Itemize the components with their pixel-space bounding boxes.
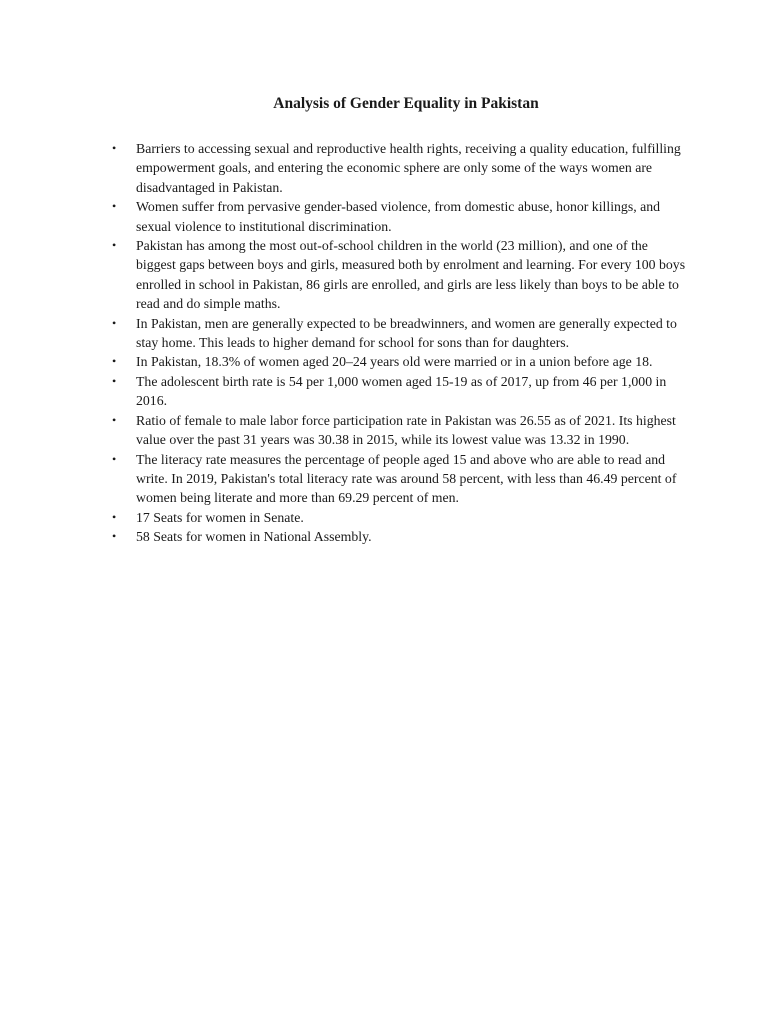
bullet-icon: •: [112, 412, 117, 427]
list-item: [112, 527, 687, 546]
list-item: [112, 139, 687, 197]
list-item: [112, 197, 687, 236]
list-item-text: Barriers to accessing sexual and reproductive health rights, receiving a quality education, fulfilling empowerment goals, and entering the economic sphere are only some of the ways women are disadvantaged in Pakistan.: [136, 141, 681, 195]
bullet-icon: •: [112, 509, 117, 524]
list-item: [112, 314, 687, 353]
bullet-icon: •: [112, 141, 117, 155]
list-item-text: In Pakistan, 18.3% of women aged 20–24 years old were married or in a union before age 18.: [136, 354, 653, 370]
bullet-icon: •: [112, 315, 117, 330]
list-item-text: Ratio of female to male labor force participation rate in Pakistan was 26.55 as of 2021. Its highest value over the past 31 years was 30.38 in 2015, while its lowest value was 13.32 in 1990.: [136, 412, 676, 448]
list-item-text: 17 Seats for women in Senate.: [136, 509, 304, 525]
list-item: [112, 508, 687, 527]
list-item-text: The literacy rate measures the percentage of people aged 15 and above who are able to read and write. In 2019, Pakistan's total literacy rate was around 58 percent, with less than 46.49 percent of women being literate and more than 69.29 percent of men.: [136, 451, 677, 506]
bullet-icon: •: [112, 451, 117, 466]
list-item: [112, 372, 687, 411]
list-item: [112, 352, 687, 371]
list-item: [112, 411, 687, 450]
list-item: [112, 450, 687, 508]
list-item-text: Pakistan has among the most out-of-school children in the world (23 million), and one of the biggest gaps between boys and girls, measured both by enrolment and learning. For every 100 boys enrolled in school in Pakistan, 86 girls are enrolled, and girls are less likely than boys to be able to read and do simple maths.: [136, 238, 686, 312]
bullet-icon: •: [112, 199, 117, 214]
list-item-text: Women suffer from pervasive gender-based violence, from domestic abuse, honor killings, and sexual violence to institutional discrimination.: [136, 199, 661, 234]
bullet-icon: •: [112, 238, 117, 253]
list-item-text: 58 Seats for women in National Assembly.: [136, 529, 372, 545]
list-item: [112, 236, 687, 314]
bullet-list: [112, 139, 687, 547]
list-item-text: In Pakistan, men are generally expected to be breadwinners, and women are generally expected to stay home. This leads to higher demand for school for sons than for daughters.: [136, 315, 677, 351]
bullet-icon: •: [112, 529, 117, 544]
list-item-text: The adolescent birth rate is 54 per 1,000 women aged 15-19 as of 2017, up from 46 per 1,000 in 2016.: [136, 373, 667, 409]
bullet-icon: •: [112, 354, 117, 369]
bullet-icon: •: [112, 373, 117, 388]
document-title: Analysis of Gender Equality in Pakistan: [273, 95, 539, 112]
